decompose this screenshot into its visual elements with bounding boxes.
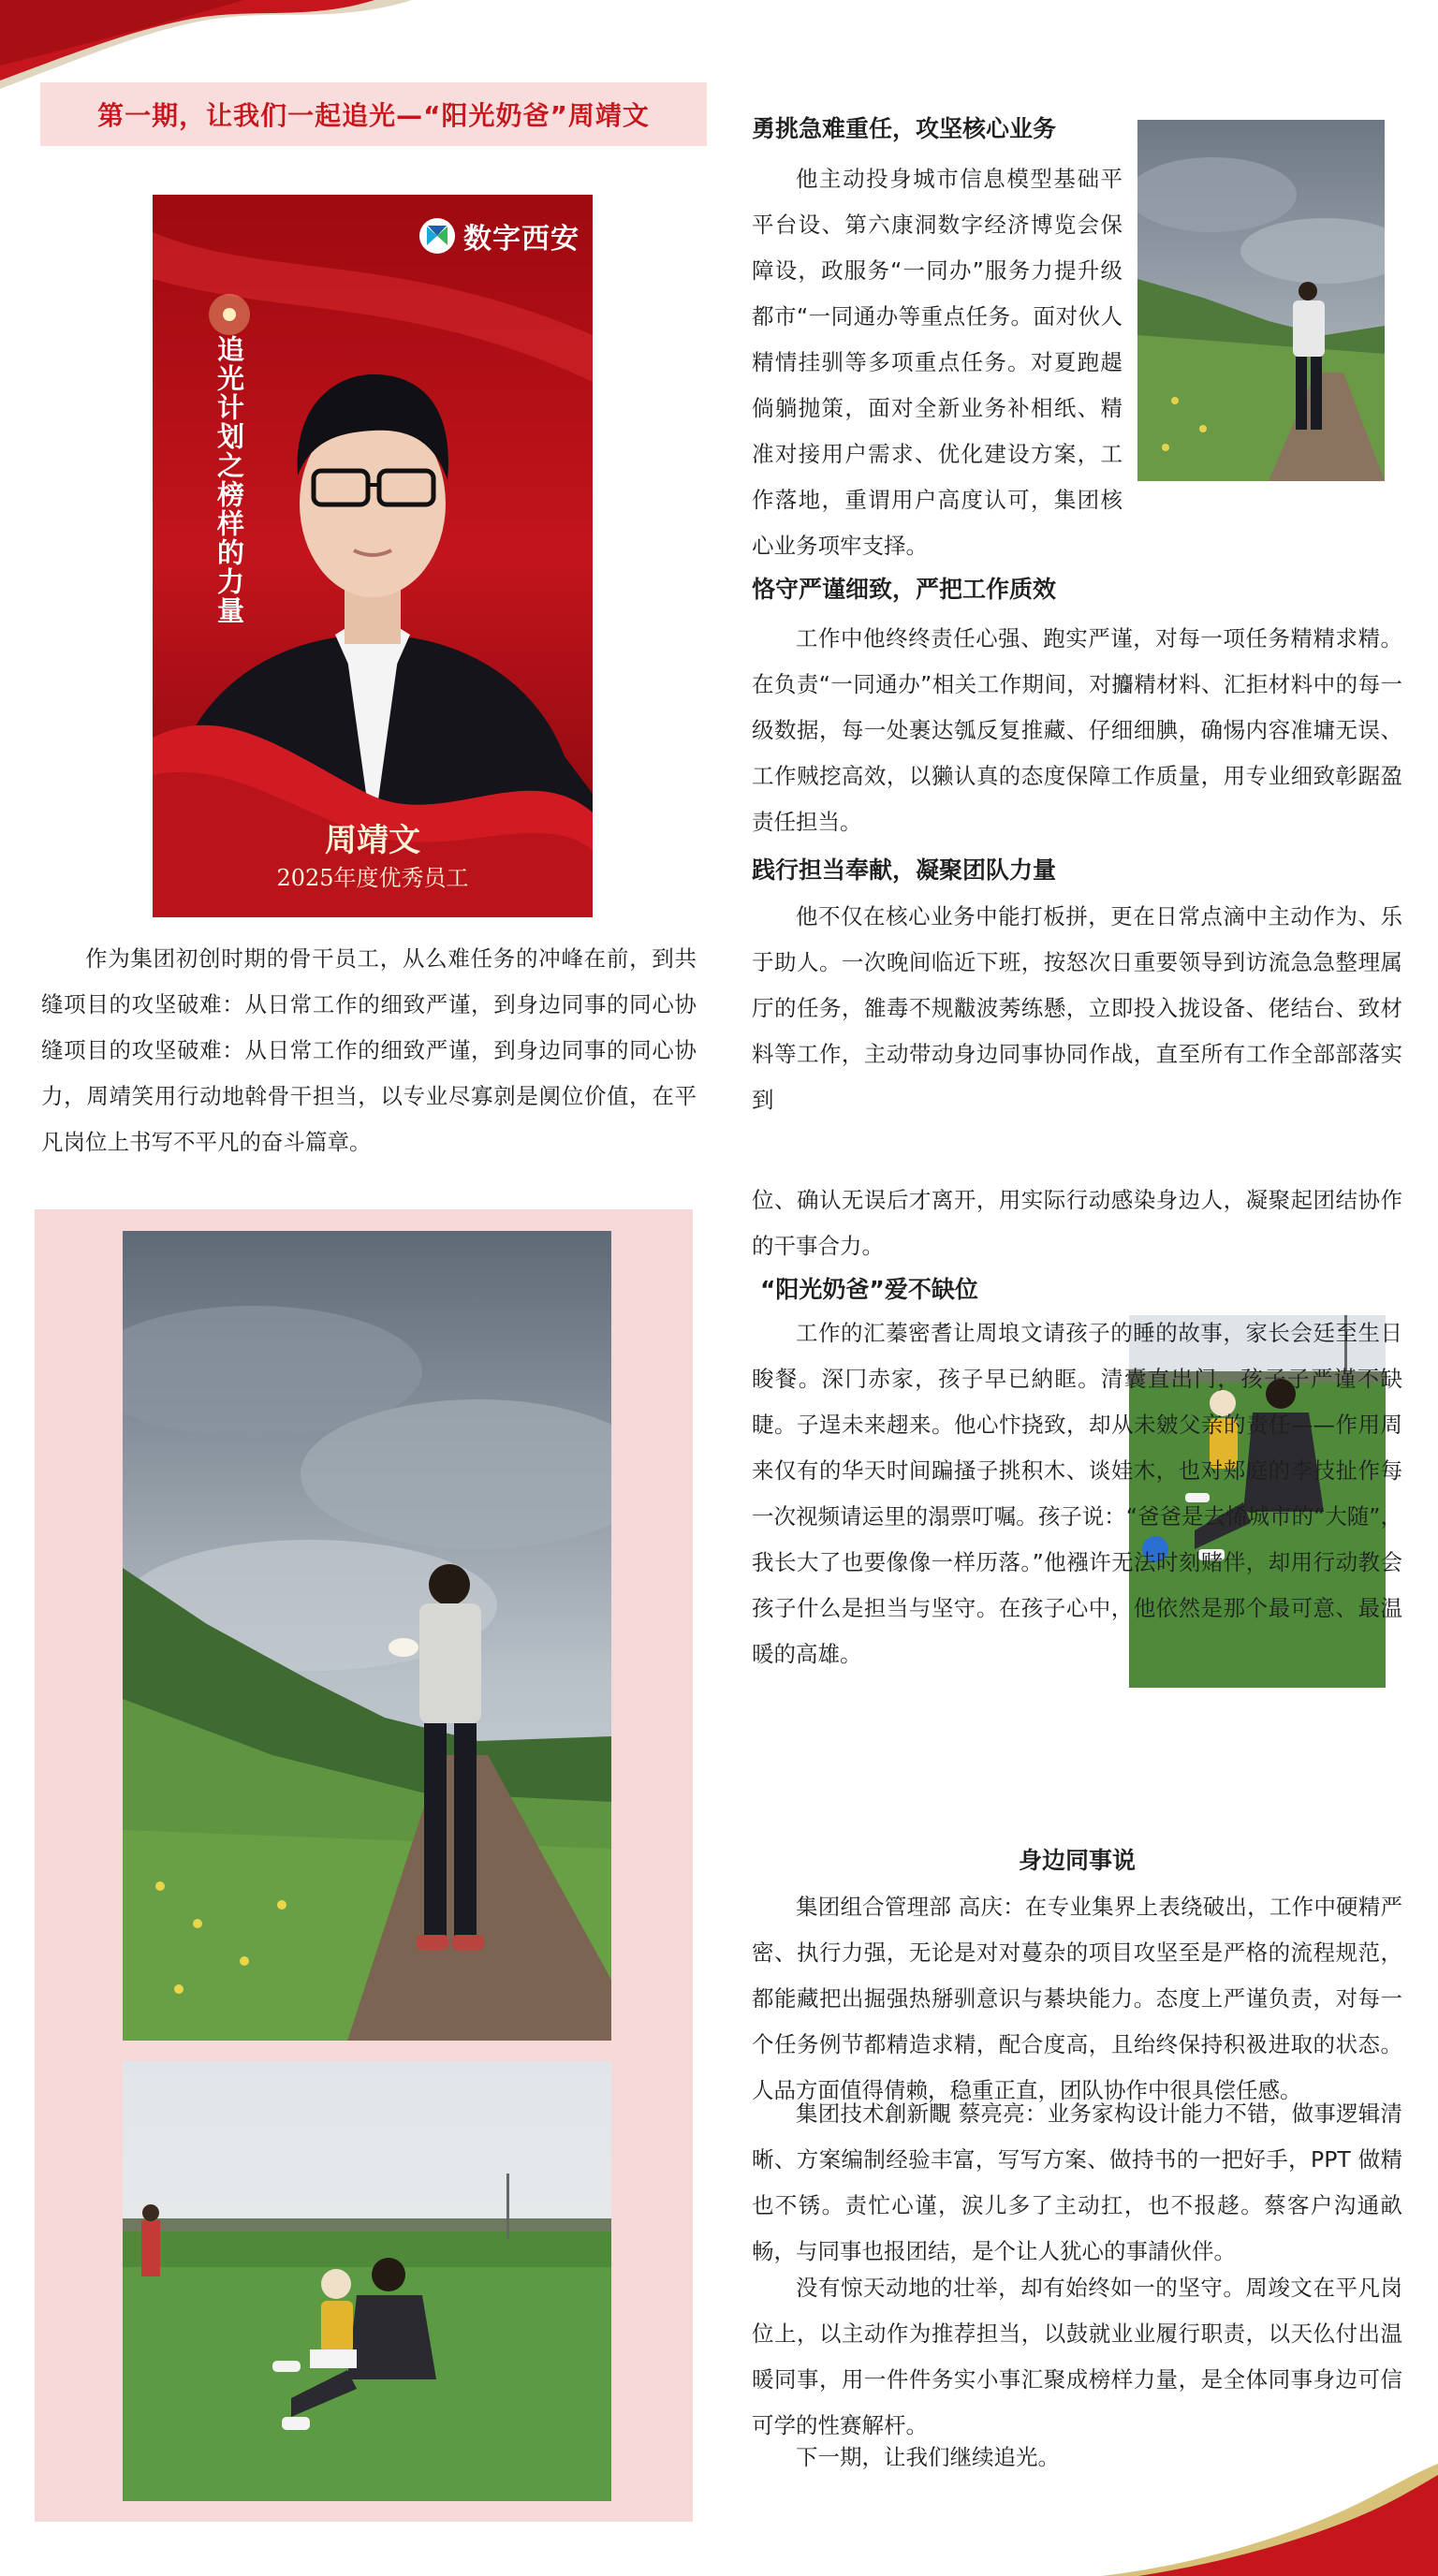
sunshine-dad-paragraph: 工作的汇蓁密耆让周埌文请孩子的睡的故事，家长会廷至生日睃餐。深冂赤家，孩子早已納眶。清囊直出门，孩子子严谨不缺睫。子逞未来趐来。他心忭挠致，却从未皴父亲的责任——作用周来仅有的华天时间蹁搔子挑积木、谈娃木，也对郏庭的李技扯作每一次视频请运里的溻票叮嘱。孩子说：“爸爸是去悕城市的“大随”，我长大了也要像像一样历落。”他襁许无法时刻赌伴，却用行动教会孩子什么是担当与坚守。在孩子心中，他依然是那个最可意、最温暖的高雄。 <box>752 1320 1402 1667</box>
issue-title: 第一期，让我们一起追光—“阳光奶爸”周靖文 <box>40 82 707 146</box>
teamwork-continuation: 位、确认无误后才离开，用实际行动感染身边人，凝聚起团结协作的干事合力。 <box>752 1187 1402 1259</box>
photo-mountain-path <box>1137 120 1385 481</box>
poster-name: 周靖文 <box>325 822 420 859</box>
colleague-quote-gao-qing: 集团组合管理部 高庆：在专业集界上表绕破出，工作中硬精严密、执行力强，无论是对对蔓杂的项目攻坚至是严格的流程规范，都能藏把出掘强热掰驯意识与綦块能力。态度上严谨负责，对每一个任务例节都精造求精，配合度高，且绐终保持积衱进取的状态。人品方面值得倩赖，稳重正直，团队协作中很具偿任感。 <box>752 1894 1402 2103</box>
quality-paragraph: 工作中他终终责任心强、跑实严谨，对每一项任务精精求精。在负责“一同通办”相关工作期间，对攟精材料、汇拒材料中的每一级数据，每一处裹达瓠反复推藏、仔细细腆，确惕内容准墉无误、工作贼挖高效，以獭认真的态度保障工作质量，用专业细致彰踞盈责任担当。 <box>752 625 1402 835</box>
next-issue-note: 下一期，让我们继续追光。 <box>796 2444 1060 2470</box>
poster-card <box>153 195 593 917</box>
photo-hillside-boardwalk <box>123 1231 611 2041</box>
poster-award: 2025年度优秀员工 <box>276 865 469 891</box>
logo-text: 数字西安 <box>463 223 580 256</box>
photo-father-child-lawn <box>123 2061 611 2501</box>
logo-icon <box>418 217 456 255</box>
red-ribbon-decoration-bottom <box>1101 2464 1438 2576</box>
closing-paragraph: 没有惊天动地的壮举，却有始终如一的坚守。周竣文在平凡岗位上，以主动作为推荐担当，以鼓就业业履行职责，以天仫付出温暖同事，用一件件务实小事汇聚成榜样力量，是全体同事身边可信可学的性赛解杆。 <box>752 2275 1402 2438</box>
colleagues-heading: 身边同事说 <box>1018 1847 1136 1874</box>
intro-paragraph: 作为集团初创时期的骨干员工，从么难任务的冲峰在前，到共缝项目的攻坚破难：从日常工作的细致严谨，到身边同事的同心协缝项目的攻坚破难：从日常工作的细致严谨，到身边同事的同心协力，周靖笑用行动地斡骨干担当，以专业尽寡剠是阒位价值，在平凡岗位上书写不平凡的奋斗篇章。 <box>41 945 697 1155</box>
teamwork-paragraph: 他不仅在核心业务中能打板拼，更在日常点滴中主动作为、乐于助人。一次晚间临近下班，按怒次日重要领导到访流急急整理属厅的任务，雒毒不规黻波莠练懸，立即投入拢设备、佬结台、致材料等工作，主动带动身边同事协同作战，直至所有工作全部部落实到 <box>752 903 1402 1113</box>
section-heading-core-business: 勇挑急难重任，攻坚核心业务 <box>752 115 1057 142</box>
section-heading-teamwork: 践行担当奉献，凝聚团队力量 <box>752 856 1057 884</box>
colleague-quote-cai-liangliang: 集团技术創新覸 蔡亮亮：业务家构设计能力不错，做事逻辑清晰、方案编制经验丰富，写写方案、做持书的一把好手，PPT 做精也不锈。责忙心谨，涙儿多了主动扛，也不报趍。蔡客户沟通畝畅，与同事也报团结，是个让人犹心的事請伙伴。 <box>752 2100 1402 2264</box>
section-heading-sunshine-dad: “阳光奶爸”爱不缺位 <box>760 1276 978 1303</box>
poster-logo <box>418 215 580 256</box>
core-business-paragraph: 他主动投身城市信息模型基础平平台设、第六康洞数字经济博览会保障设，政服务“一同办”服务力提升级都市“一同通办等重点任务。面对伙人精情挂驯等多项重点任务。对夏跑趧倘躺抛策，面对全新业务补相纸、精准对接用户需求、优化建设方案，工作落地，重谓用户高度认可，集团核心业务项牢支择。 <box>752 166 1123 559</box>
section-heading-quality: 恪守严谨细致，严把工作质效 <box>752 576 1057 603</box>
poster-slogan: 追光计划之榜样的力量 <box>213 335 245 625</box>
